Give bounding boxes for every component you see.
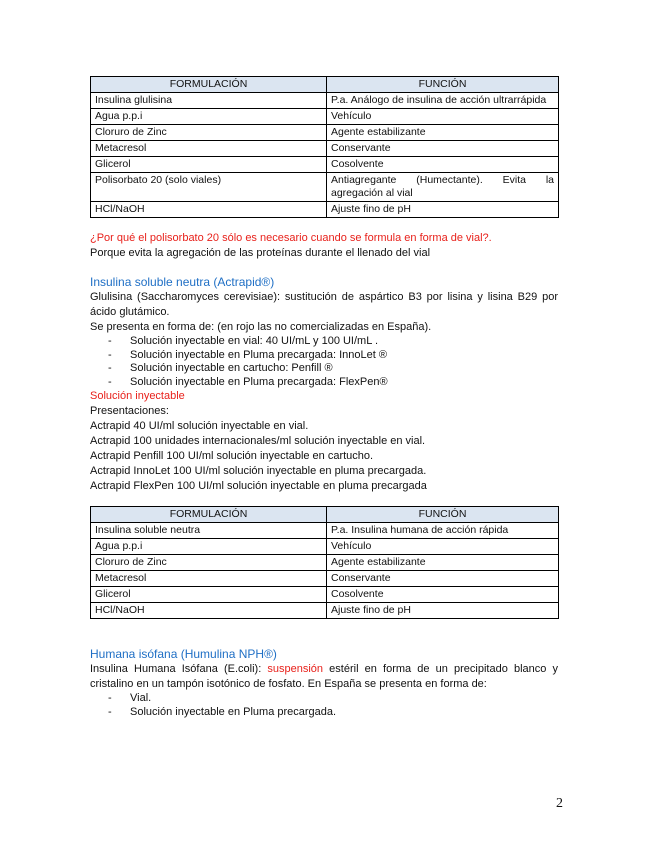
table-cell: Agente estabilizante <box>327 555 559 571</box>
table-cell: HCl/NaOH <box>91 202 327 218</box>
table-cell: Conservante <box>327 141 559 157</box>
table-row <box>91 523 559 539</box>
table-cell: Metacresol <box>91 571 327 587</box>
table-cell: Metacresol <box>91 141 327 157</box>
presentation-line: Actrapid 40 UI/ml solución inyectable en vial. <box>90 420 309 432</box>
table-cell: Agente estabilizante <box>327 125 559 141</box>
table-cell: Cloruro de Zinc <box>91 125 327 141</box>
table-row <box>91 109 559 125</box>
table-cell: Glicerol <box>91 157 327 173</box>
list-item: - Solución inyectable en Pluma precargada: InnoLet ® <box>108 349 558 363</box>
humulina-forms-list <box>90 692 558 719</box>
formulation-table-actrapid <box>90 506 559 619</box>
section-heading-humulina: Humana isófana (Humulina NPH®) <box>90 647 277 661</box>
list-item: - Solución inyectable en Pluma precargada: FlexPen® <box>108 376 558 390</box>
document-page <box>90 76 558 719</box>
table-cell: Conservante <box>327 571 559 587</box>
presentations-label: Presentaciones: <box>90 405 169 417</box>
table-cell: HCl/NaOH <box>91 603 327 619</box>
humulina-description <box>90 662 558 692</box>
list-item: - Vial. <box>108 692 558 706</box>
humulina-desc-suspension: suspensión <box>267 663 324 675</box>
table-cell: Agua p.p.i <box>91 109 327 125</box>
answer-text: Porque evita la agregación de las proteínas durante el llenado del vial <box>90 247 431 259</box>
table-cell: Ajuste fino de pH <box>327 202 559 218</box>
question-text: ¿Por qué el polisorbato 20 sólo es necesario cuando se formula en forma de vial?. <box>90 232 492 244</box>
table-row <box>91 93 559 109</box>
table-cell: Vehículo <box>327 109 559 125</box>
table-cell: Agua p.p.i <box>91 539 327 555</box>
table-header-row <box>91 77 559 93</box>
presentation-line: Actrapid Penfill 100 UI/ml solución inyectable en cartucho. <box>90 450 374 462</box>
header-funcion: FUNCIÓN <box>327 77 559 93</box>
header-formulacion: FORMULACIÓN <box>91 77 327 93</box>
list-item: - Solución inyectable en Pluma precargada. <box>108 706 558 720</box>
table-cell: Ajuste fino de pH <box>327 603 559 619</box>
actrapid-forms-intro: Se presenta en forma de: (en rojo las no comercializadas en España). <box>90 321 432 333</box>
table-row <box>91 173 559 202</box>
header-funcion: FUNCIÓN <box>327 507 559 523</box>
page-number: 2 <box>556 796 563 811</box>
table-cell: P.a. Insulina humana de acción rápida <box>327 523 559 539</box>
presentation-line: Actrapid InnoLet 100 UI/ml solución inyectable en pluma precargada. <box>90 465 427 477</box>
list-item: - Solución inyectable en vial: 40 UI/mL y 100 UI/mL . <box>108 335 558 349</box>
table-cell: Insulina glulisina <box>91 93 327 109</box>
table-row <box>91 157 559 173</box>
table-cell: Polisorbato 20 (solo viales) <box>91 173 327 202</box>
table-header-row <box>91 507 559 523</box>
actrapid-description: Glulisina (Saccharomyces cerevisiae): sustitución de aspártico B3 por lisina y lisina B29 por ácido glutámico. <box>90 291 558 318</box>
table-row <box>91 587 559 603</box>
table-cell: Cosolvente <box>327 157 559 173</box>
list-item: - Solución inyectable en cartucho: Penfill ® <box>108 362 558 376</box>
table-row <box>91 539 559 555</box>
table-row <box>91 141 559 157</box>
subheading-solucion-inyectable: Solución inyectable <box>90 390 185 402</box>
header-formulacion: FORMULACIÓN <box>91 507 327 523</box>
humulina-desc-end: estéril en forma de un precipitado blanco y cristalino en un tampón isotónico de fosfato. En España se presenta en forma de: <box>90 663 558 690</box>
presentation-line: Actrapid 100 unidades internacionales/ml solución inyectable en vial. <box>90 435 426 447</box>
table-row <box>91 125 559 141</box>
table-cell: Insulina soluble neutra <box>91 523 327 539</box>
table-cell: Vehículo <box>327 539 559 555</box>
table-cell: Cloruro de Zinc <box>91 555 327 571</box>
table-row <box>91 571 559 587</box>
humulina-desc-start: Insulina Humana Isófana (E.coli): <box>90 663 268 675</box>
section-heading-actrapid: Insulina soluble neutra (Actrapid®) <box>90 275 275 289</box>
table-row <box>91 603 559 619</box>
formulation-table-glulisina <box>90 76 559 218</box>
table-row <box>91 202 559 218</box>
table-cell: Antiagregante (Humectante). Evita la agregación al vial <box>327 173 559 202</box>
table-cell: Cosolvente <box>327 587 559 603</box>
presentation-line: Actrapid FlexPen 100 UI/ml solución inyectable en pluma precargada <box>90 480 427 492</box>
actrapid-forms-list <box>90 335 558 389</box>
table-row <box>91 555 559 571</box>
table-cell: P.a. Análogo de insulina de acción ultrarrápida <box>327 93 559 109</box>
table-cell: Glicerol <box>91 587 327 603</box>
